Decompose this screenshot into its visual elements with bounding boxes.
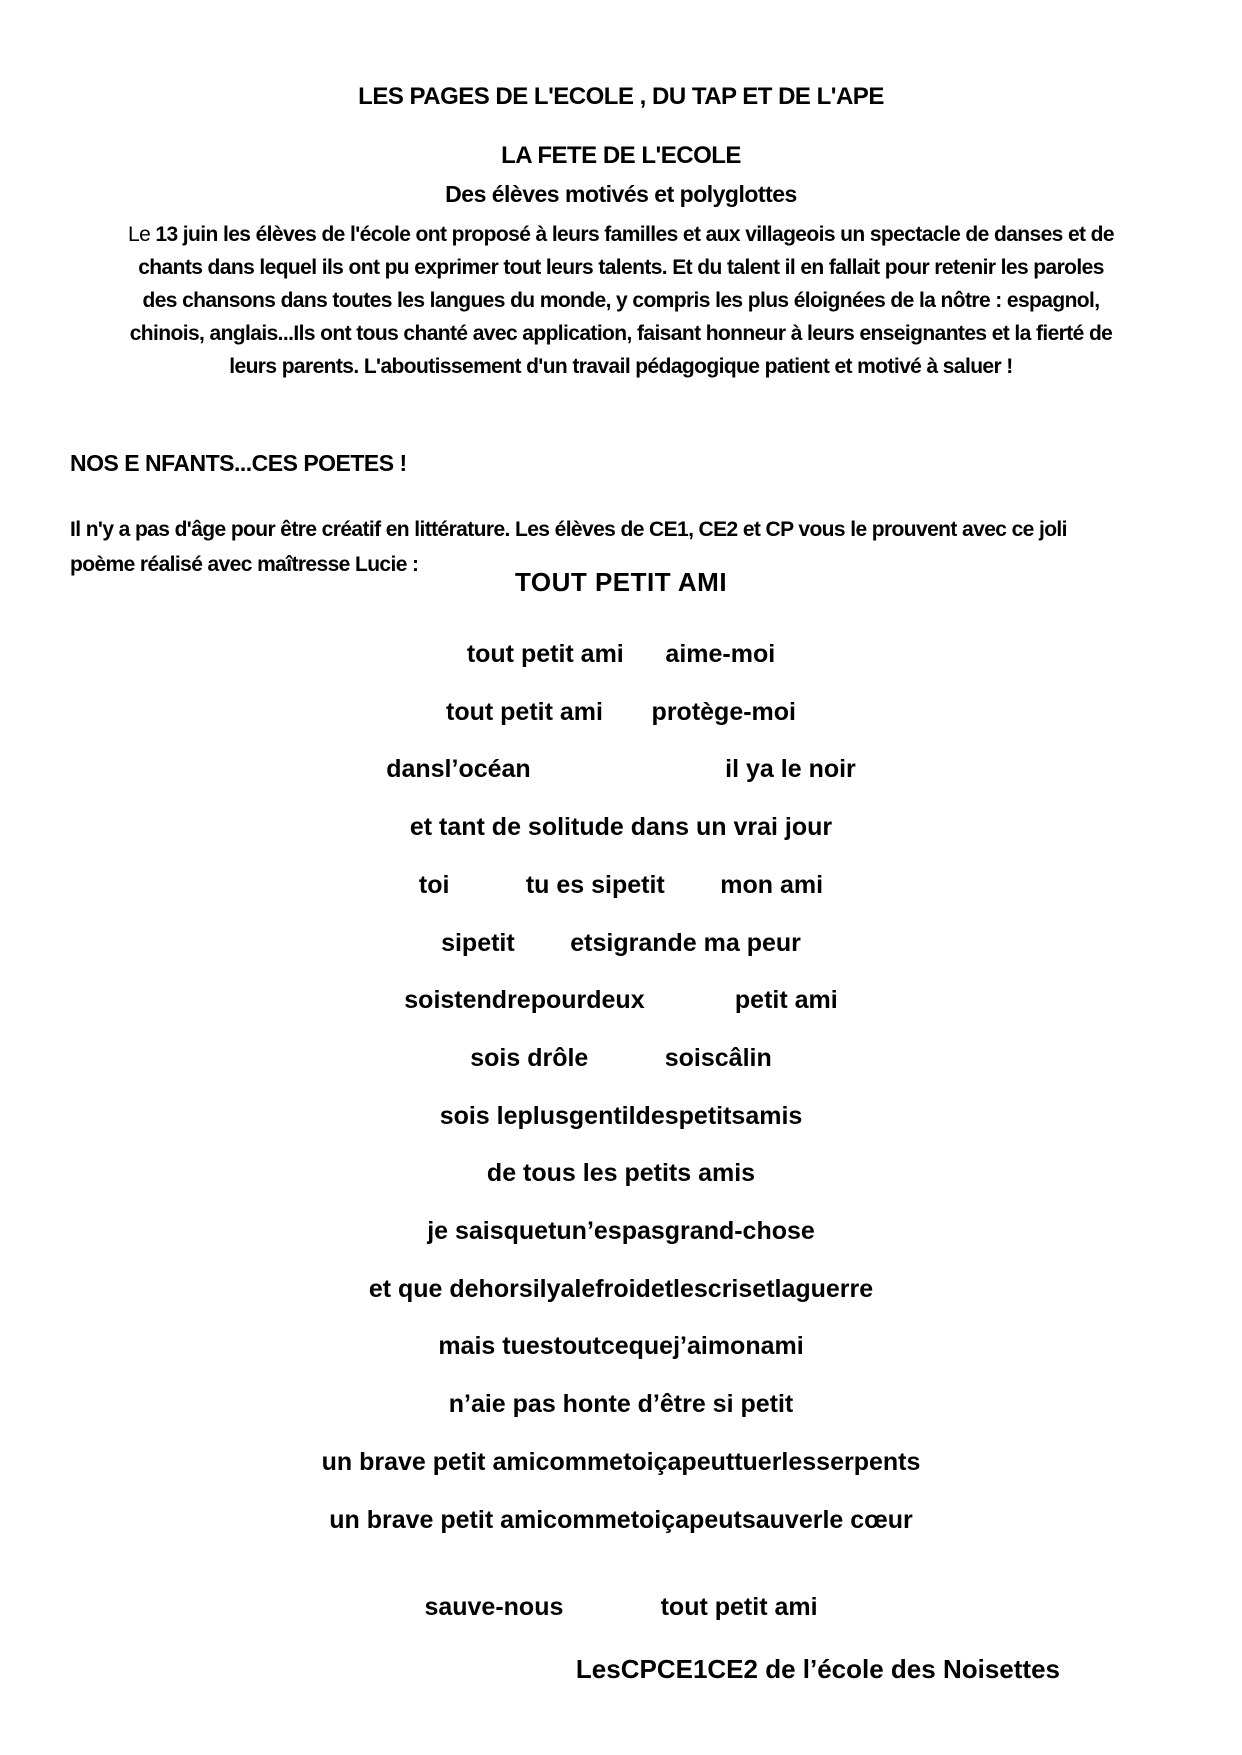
paragraph-line [70, 218, 1172, 251]
poem-line: tout petit ami protège-moi [446, 697, 796, 726]
poem [70, 626, 1172, 1549]
poem-line: je saisquetun’espasgrand-chose [427, 1217, 815, 1246]
poem-line: et tant de solitude dans un vrai jour [409, 813, 833, 842]
paragraph-lead-word: Le [128, 223, 156, 246]
intro-line: poème réalisé avec maîtresse Lucie : [70, 553, 419, 576]
poem-line: tout petit ami aime-moi [466, 640, 776, 668]
intro-line: Il n'y a pas d'âge pour être créatif en littérature. Les élèves de CE1, CE2 et CP vous le prouvent avec ce joli [70, 518, 1067, 541]
poem-line: de tous les petits amis [486, 1159, 756, 1188]
poem-line: un brave petit amicommetoiçapeuttuerlesserpents [321, 1447, 921, 1476]
poem-closing-line: sauve-nous tout petit ami [424, 1593, 818, 1622]
poem-line: sipetit etsigrande ma peur [441, 928, 801, 957]
fete-paragraph [70, 218, 1172, 383]
poem-signature: LesCPCE1CE2 de l’école des Noisettes [575, 1653, 1060, 1684]
article-subtitle: Des élèves motivés et polyglottes [445, 181, 797, 207]
paragraph-line-text: 13 juin les élèves de l'école ont proposé à leurs familles et aux villageois un spectacle de danses et de [155, 223, 1114, 246]
poem-line: soistendrepourdeux petit ami [404, 986, 838, 1015]
paragraph-line: des chansons dans toutes les langues du monde, y compris les plus éloignées de la nôtre : espagnol, [142, 289, 1100, 312]
paragraph-line: chinois, anglais...Ils ont tous chanté avec application, faisant honneur à leurs enseignantes et la fierté de [129, 322, 1113, 345]
page-title: LES PAGES DE L'ECOLE , DU TAP ET DE L'APE [358, 83, 884, 110]
section-heading-poetes: NOS E NFANTS...CES POETES ! [70, 450, 407, 476]
article-title-fete: LA FETE DE L'ECOLE [501, 142, 741, 169]
poem-line: et que dehorsilyalefroidetlescrisetlaguerre [368, 1274, 874, 1303]
poem-line: dansl’océan il ya le noir [386, 755, 856, 784]
poem-line: toi tu es sipetit mon ami [418, 870, 824, 899]
poem-line: sois drôle soiscâlin [470, 1043, 772, 1072]
poem-line: n’aie pas honte d’être si petit [448, 1390, 794, 1419]
paragraph-line: chants dans lequel ils ont pu exprimer tout leurs talents. Et du talent il en fallait pour retenir les paroles [138, 256, 1104, 279]
poem-line: sois leplusgentildespetitsamis [439, 1101, 803, 1130]
poem-line: mais tuestoutcequej’aimonami [438, 1332, 804, 1361]
paragraph-line: leurs parents. L'aboutissement d'un travail pédagogique patient et motivé à saluer ! [229, 355, 1013, 378]
poem-title: TOUT PETIT AMI [514, 567, 728, 597]
poem-line: un brave petit amicommetoiçapeutsauverle cœur [329, 1505, 913, 1534]
